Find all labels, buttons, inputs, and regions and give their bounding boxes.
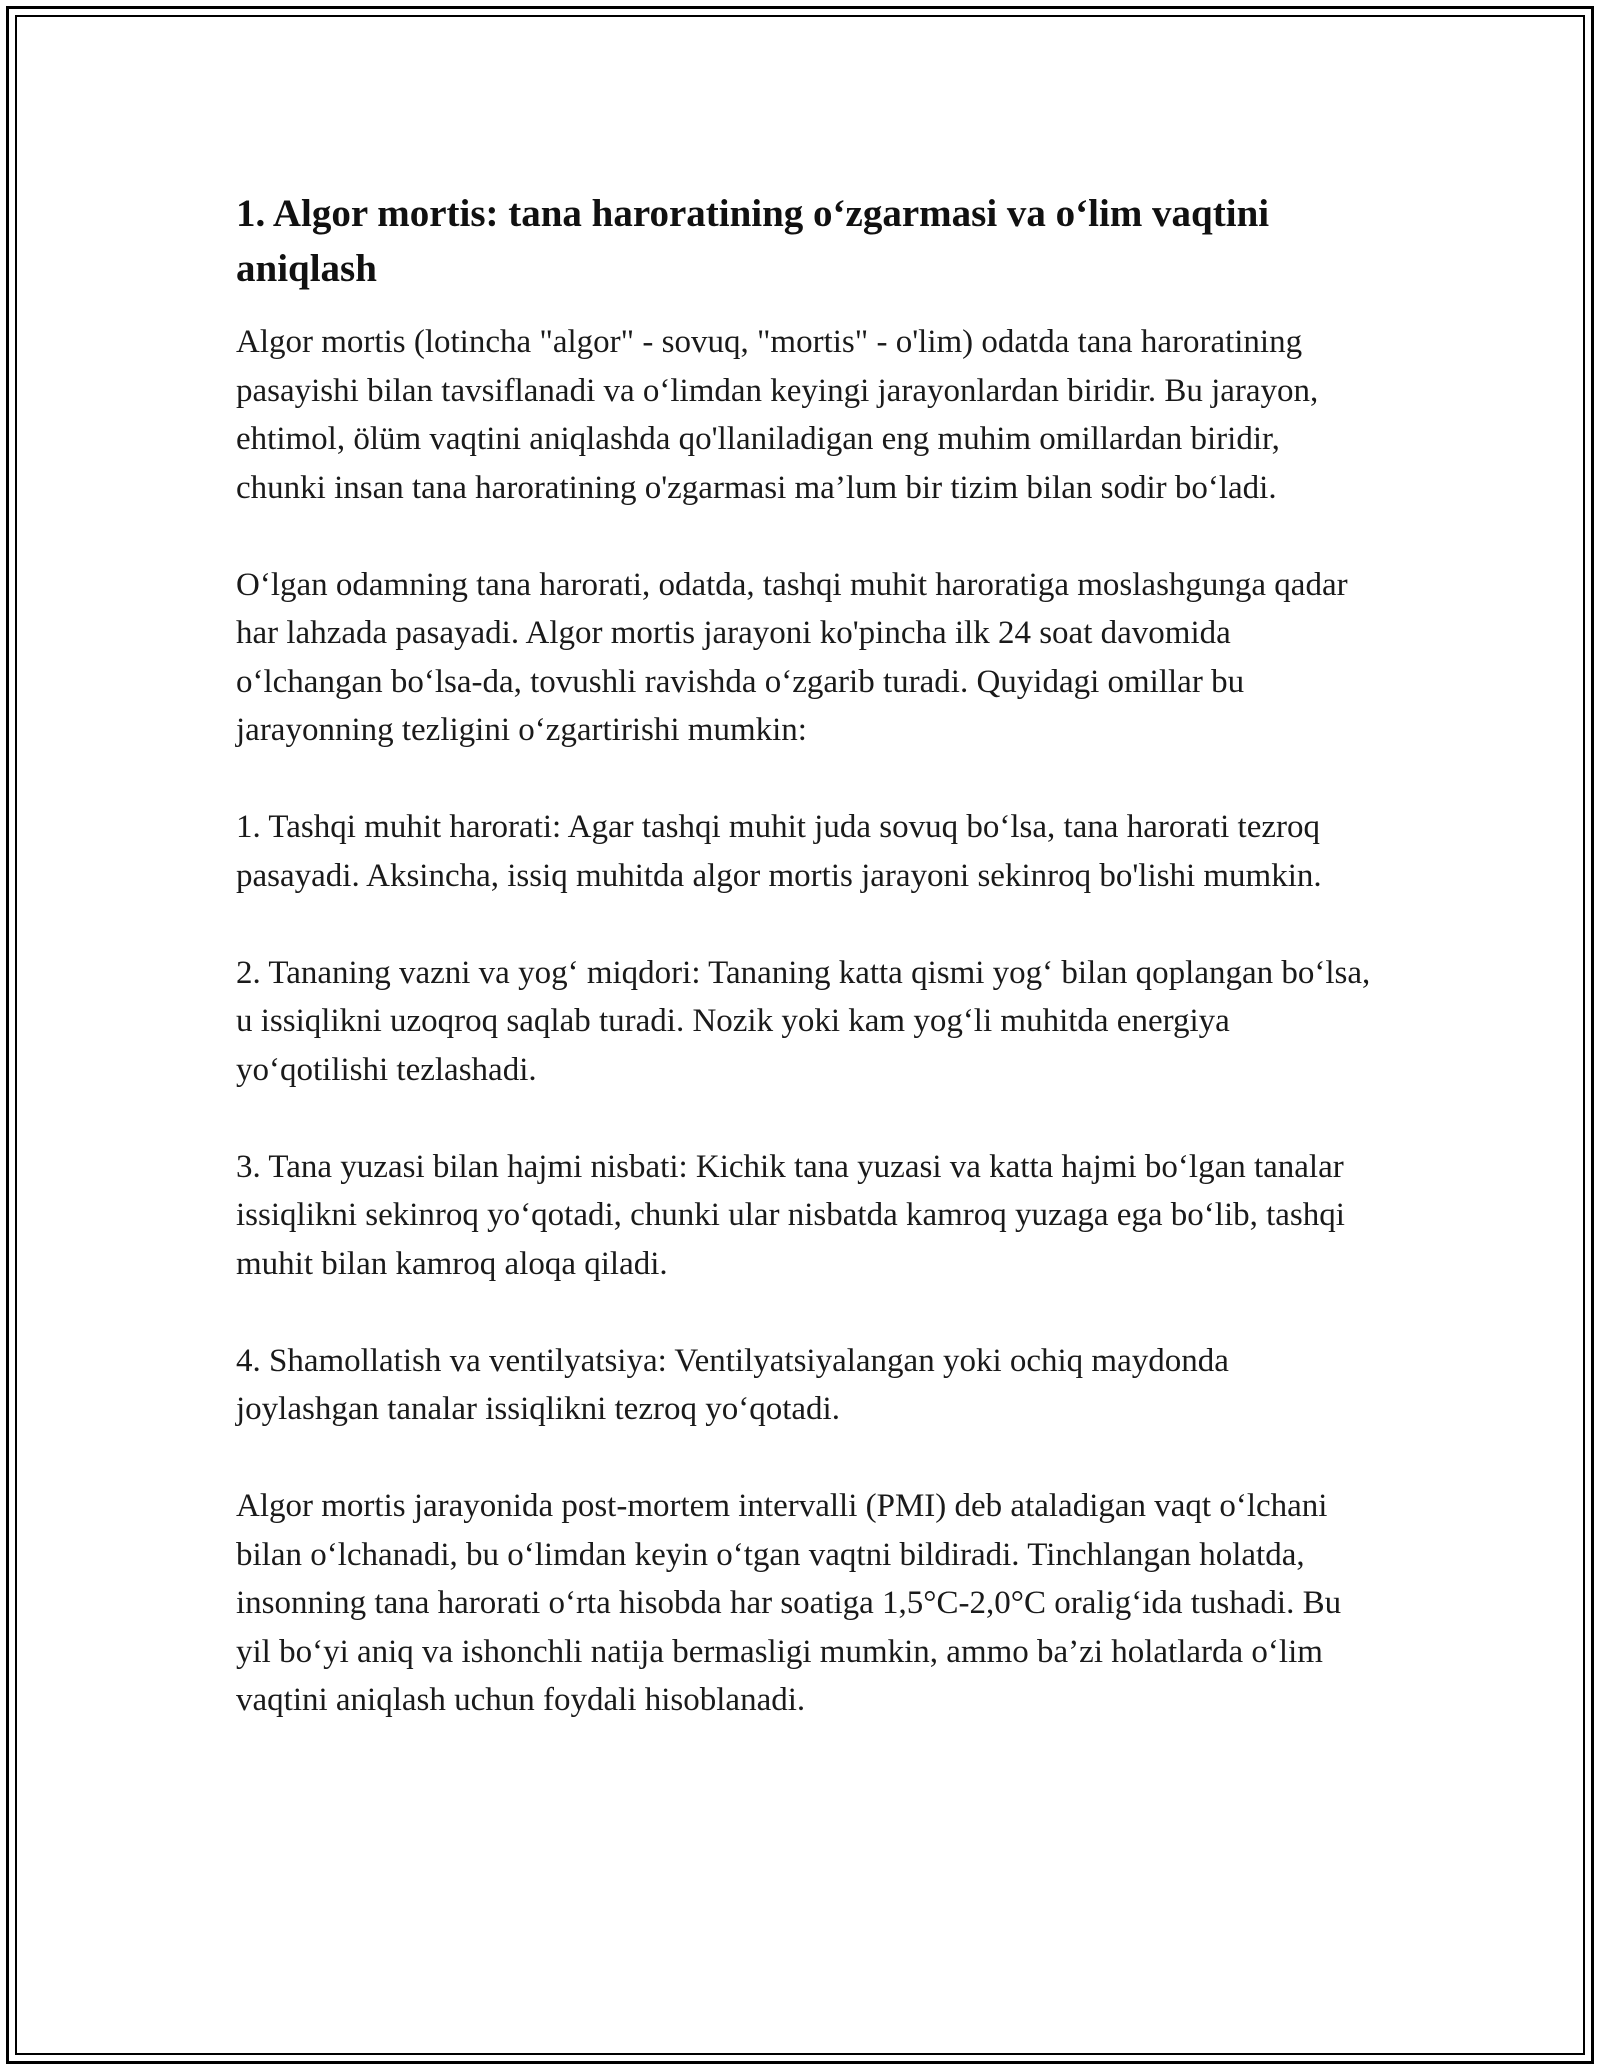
section-heading: 1. Algor mortis: tana haroratining o‘zgarmasi va o‘lim vaqtini aniqlash [236,192,1270,290]
paragraph-factor-3: 3. Tana yuzasi bilan hajmi nisbati: Kichik tana yuzasi va katta hajmi bo‘lgan tanalar issiqlikni sekinroq yo‘qotadi, chunki ular nisbatda kamroq yuzaga ega bo‘lib, tashqi muhit bilan kamroq aloqa qiladi. [236,1148,1345,1282]
paragraph-factor-4: 4. Shamollatish va ventilyatsiya: Ventilyatsiyalangan yoki ochiq maydonda joylashgan tanalar issiqlikni tezroq yo‘qotadi. [236,1342,1229,1427]
paragraph-factor-1: 1. Tashqi muhit harorati: Agar tashqi muhit juda sovuq bo‘lsa, tana harorati tezroq pasayadi. Aksincha, issiq muhitda algor mortis jarayoni sekinroq bo'lishi mumkin. [236,809,1322,894]
paragraph-pmi: Algor mortis jarayonida post-mortem intervalli (PMI) deb ataladigan vaqt o‘lchani bilan o‘lchanadi, bu o‘limdan keyin o‘tgan vaqtni bildiradi. Tinchlangan holatda, insonning tana harorati o‘rta hisobda har soatiga 1,5°C-2,0°C oralig‘ida tushadi. Bu yil bo‘yi aniq va ishonchli natija bermasligi mumkin, ammo ba’zi holatlarda o‘lim vaqtini aniqlash uchun foydali hisoblanadi. [236,1488,1342,1718]
paragraph-factor-2: 2. Tananing vazni va yog‘ miqdori: Tananing katta qismi yog‘ bilan qoplangan bo‘lsa, u issiqlikni uzoqroq saqlab turadi. Nozik yoki kam yog‘li muhitda energiya yo‘qotilishi tezlashadi. [236,954,1371,1088]
document-body [236,186,1376,1773]
paragraph-intro: Algor mortis (lotincha "algor" - sovuq, "mortis" - o'lim) odatda tana haroratining pasayishi bilan tavsiflanadi va o‘limdan keyingi jarayonlardan biridir. Bu jarayon, ehtimol, ölüm vaqtini aniqlashda qo'llaniladigan eng muhim omillardan biridir, chunki insan tana haroratining o'zgarmasi ma’lum bir tizim bilan sodir bo‘ladi. [236,324,1319,506]
paragraph-factors-intro: O‘lgan odamning tana harorati, odatda, tashqi muhit haroratiga moslashgunga qadar har lahzada pasayadi. Algor mortis jarayoni ko'pincha ilk 24 soat davomida o‘lchangan bo‘lsa-da, tovushli ravishda o‘zgarib turadi. Quyidagi omillar bu jarayonning tezligini o‘zgartirishi mumkin: [236,566,1348,748]
